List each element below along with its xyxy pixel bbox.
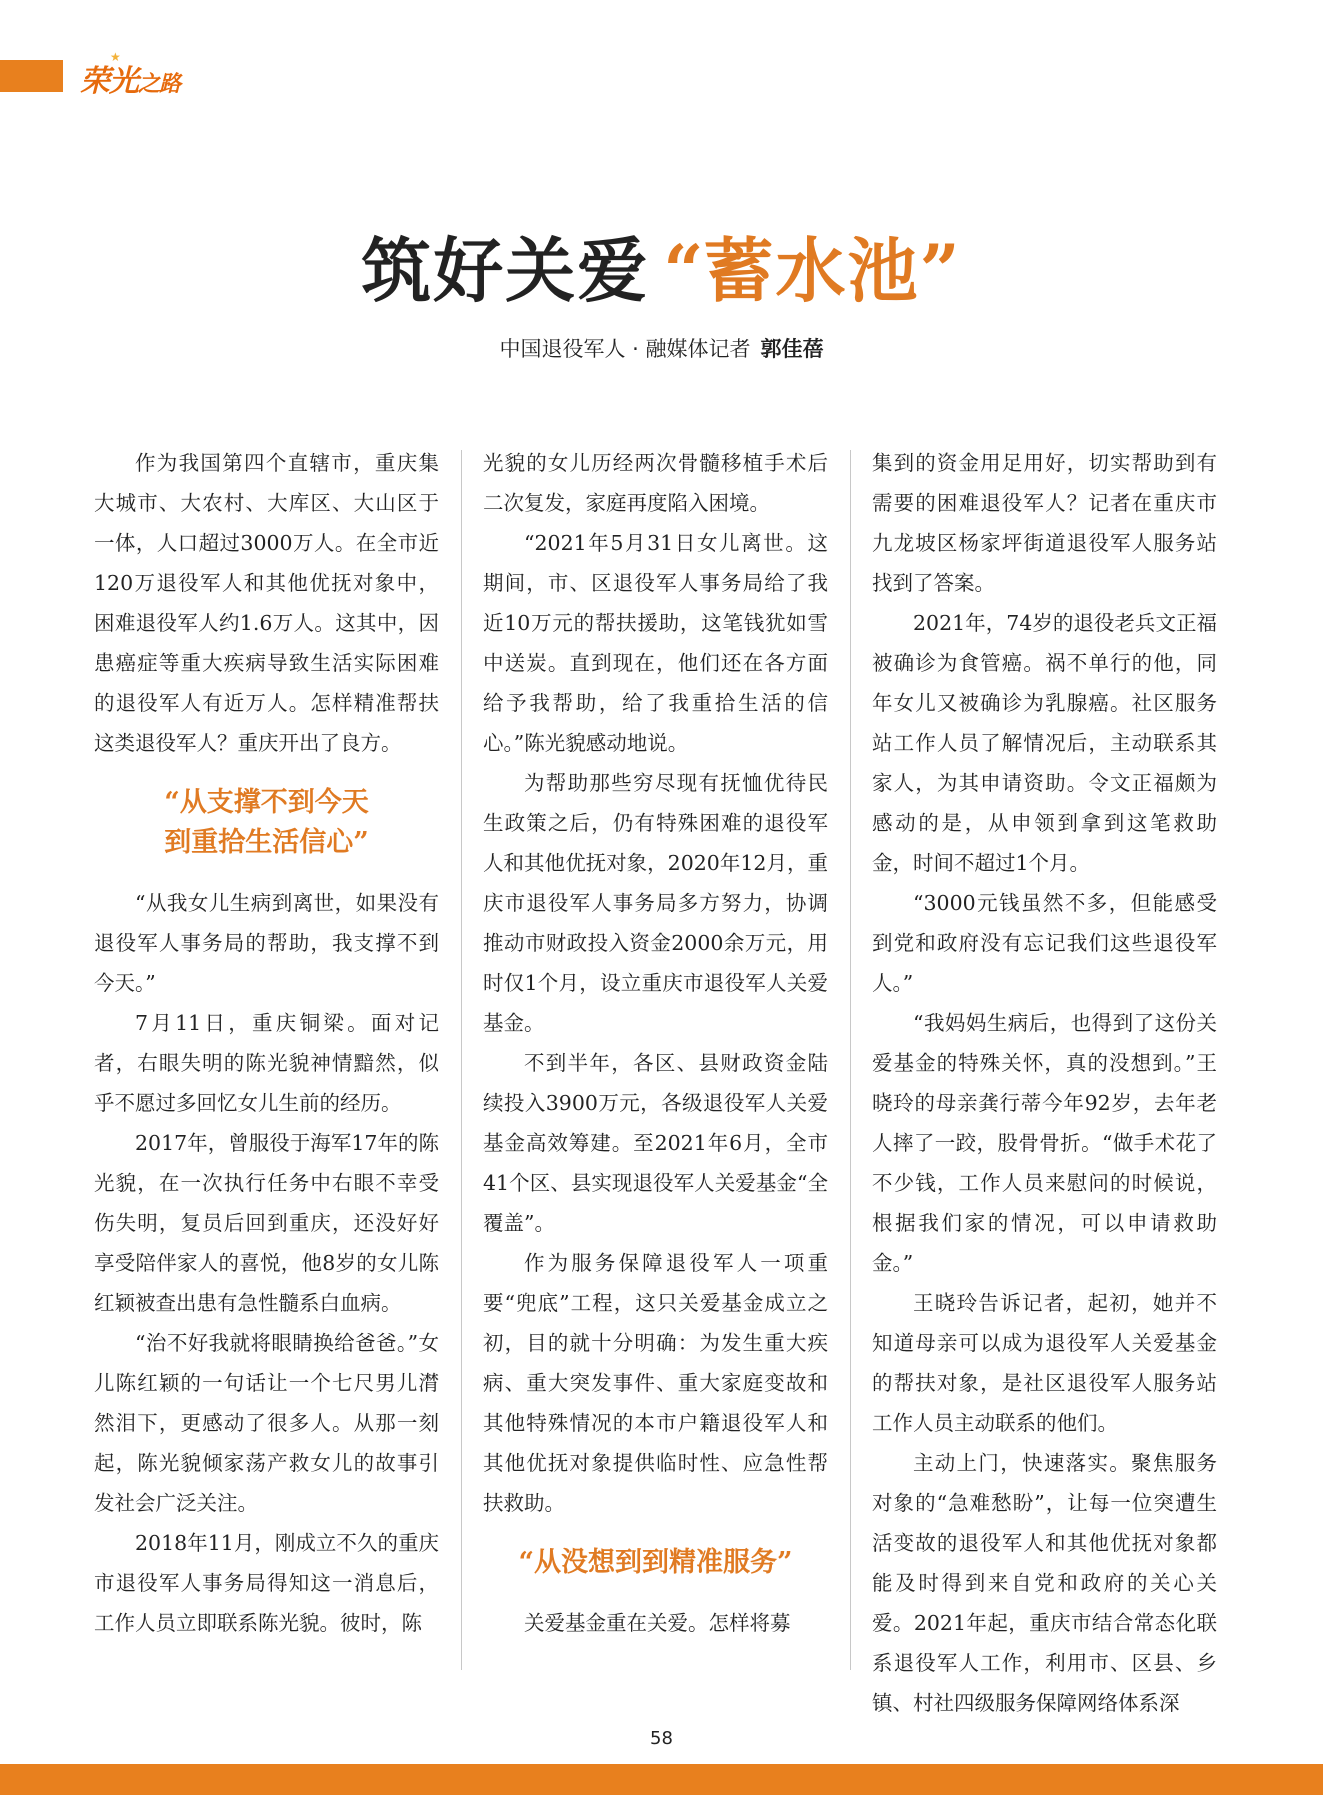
star-icon: ★ (110, 50, 120, 64)
footer-color-bar (0, 1764, 1323, 1795)
paragraph: 作为服务保障退役军人一项重要“兜底”工程，这只关爱基金成立之初，目的就十分明确：为发生重大疾病、重大突发事件、重大家庭变故和其他特殊情况的本市户籍退役军人和其他优抚对象提供临时性、应急性帮扶救助。 (483, 1251, 828, 1515)
subheading-line: 到重拾生活信心” (164, 827, 369, 858)
paragraph: 主动上门，快速落实。聚焦服务对象的“急难愁盼”，让每一位突遭生活变故的退役军人和其他优抚对象都能及时得到来自党和政府的关心关爱。2021年起，重庆市结合常态化联系退役军人工作，利用市、区县、乡镇、村社四级服务保障网络体系深 (872, 1451, 1217, 1715)
paragraph: “从我女儿生病到离世，如果没有退役军人事务局的帮助，我支撑不到今天。” (94, 891, 439, 995)
article-column-2 (483, 443, 828, 1643)
subheading (94, 783, 439, 863)
paragraph: 王晓玲告诉记者，起初，她并不知道母亲可以成为退役军人关爱基金的帮扶对象，是社区退役军人服务站工作人员主动联系的他们。 (872, 1291, 1217, 1435)
article-title (0, 215, 1323, 316)
paragraph: 2017年，曾服役于海军17年的陈光貌，在一次执行任务中右眼不幸受伤失明，复员后回到重庆，还没好好享受陪伴家人的喜悦，他8岁的女儿陈红颖被查出患有急性髓系白血病。 (94, 1131, 439, 1315)
article-column-3 (872, 443, 1217, 1723)
header-color-bar (0, 60, 63, 92)
paragraph: “我妈妈生病后，也得到了这份关爱基金的特殊关怀，真的没想到。”王晓玲的母亲龚行蒂今年92岁，去年老人摔了一跤，股骨骨折。“做手术花了不少钱，工作人员来慰问的时候说，根据我们家的情况，可以申请救助金。” (872, 1011, 1217, 1275)
byline (0, 333, 1323, 363)
article-column-1 (94, 443, 439, 1643)
section-logo-sub: 之路 (138, 72, 181, 97)
paragraph: 为帮助那些穷尽现有抚恤优待民生政策之后，仍有特殊困难的退役军人和其他优抚对象，2020年12月，重庆市退役军人事务局多方努力，协调推动市财政投入资金2000余万元，用时仅1个月，设立重庆市退役军人关爱基金。 (483, 771, 828, 1035)
paragraph: 作为我国第四个直辖市，重庆集大城市、大农村、大库区、大山区于一体，人口超过3000万人。在全市近120万退役军人和其他优抚对象中，困难退役军人约1.6万人。这其中，因患癌症等重大疾病导致生活实际困难的退役军人有近万人。怎样精准帮扶这类退役军人？重庆开出了良方。 (94, 451, 439, 755)
paragraph-continued: 光貌的女儿历经两次骨髓移植手术后二次复发，家庭再度陷入困境。 (483, 451, 828, 515)
paragraph: “2021年5月31日女儿离世。这期间，市、区退役军人事务局给了我近10万元的帮扶援助，这笔钱犹如雪中送炭。直到现在，他们还在各方面给予我帮助，给了我重拾生活的信心。”陈光貌感动地说。 (483, 531, 828, 755)
paragraph: 关爱基金重在关爱。怎样将募 (524, 1611, 791, 1635)
paragraph: “3000元钱虽然不多，但能感受到党和政府没有忘记我们这些退役军人。” (872, 891, 1217, 995)
page-number: 58 (650, 1728, 673, 1749)
byline-source: 中国退役军人 · 融媒体记者 (499, 337, 751, 361)
paragraph-continued: 集到的资金用足用好，切实帮助到有需要的困难退役军人？记者在重庆市九龙坡区杨家坪街道退役军人服务站找到了答案。 (872, 451, 1217, 595)
paragraph: 2018年11月，刚成立不久的重庆市退役军人事务局得知这一消息后，工作人员立即联系陈光貌。彼时，陈 (94, 1531, 439, 1635)
paragraph: 不到半年，各区、县财政资金陆续投入3900万元，各级退役军人关爱基金高效筹建。至2021年6月，全市41个区、县实现退役军人关爱基金“全覆盖”。 (483, 1051, 828, 1235)
paragraph: 2021年，74岁的退役老兵文正福被确诊为食管癌。祸不单行的他，同年女儿又被确诊为乳腺癌。社区服务站工作人员了解情况后，主动联系其家人，为其申请资助。令文正福颇为感动的是，从申领到拿到这笔救助金，时间不超过1个月。 (872, 611, 1217, 875)
paragraph: “治不好我就将眼睛换给爸爸。”女儿陈红颖的一句话让一个七尺男儿潸然泪下，更感动了很多人。从那一刻起，陈光貌倾家荡产救女儿的故事引发社会广泛关注。 (94, 1331, 439, 1515)
article-title-main: 筑好关爱 (361, 229, 650, 312)
article-title-accent: “蓄水池” (663, 229, 962, 312)
subheading-line: “从支撑不到今天 (164, 787, 369, 818)
byline-author: 郭佳蓓 (760, 337, 824, 361)
section-logo (80, 50, 181, 100)
paragraph: 7月11日，重庆铜梁。面对记者，右眼失明的陈光貌神情黯然，似乎不愿过多回忆女儿生前的经历。 (94, 1011, 439, 1115)
subheading: “从没想到到精准服务” (518, 1547, 793, 1578)
column-divider (850, 450, 851, 1670)
section-logo-main: 荣光 (80, 64, 138, 99)
column-divider (461, 450, 462, 1670)
